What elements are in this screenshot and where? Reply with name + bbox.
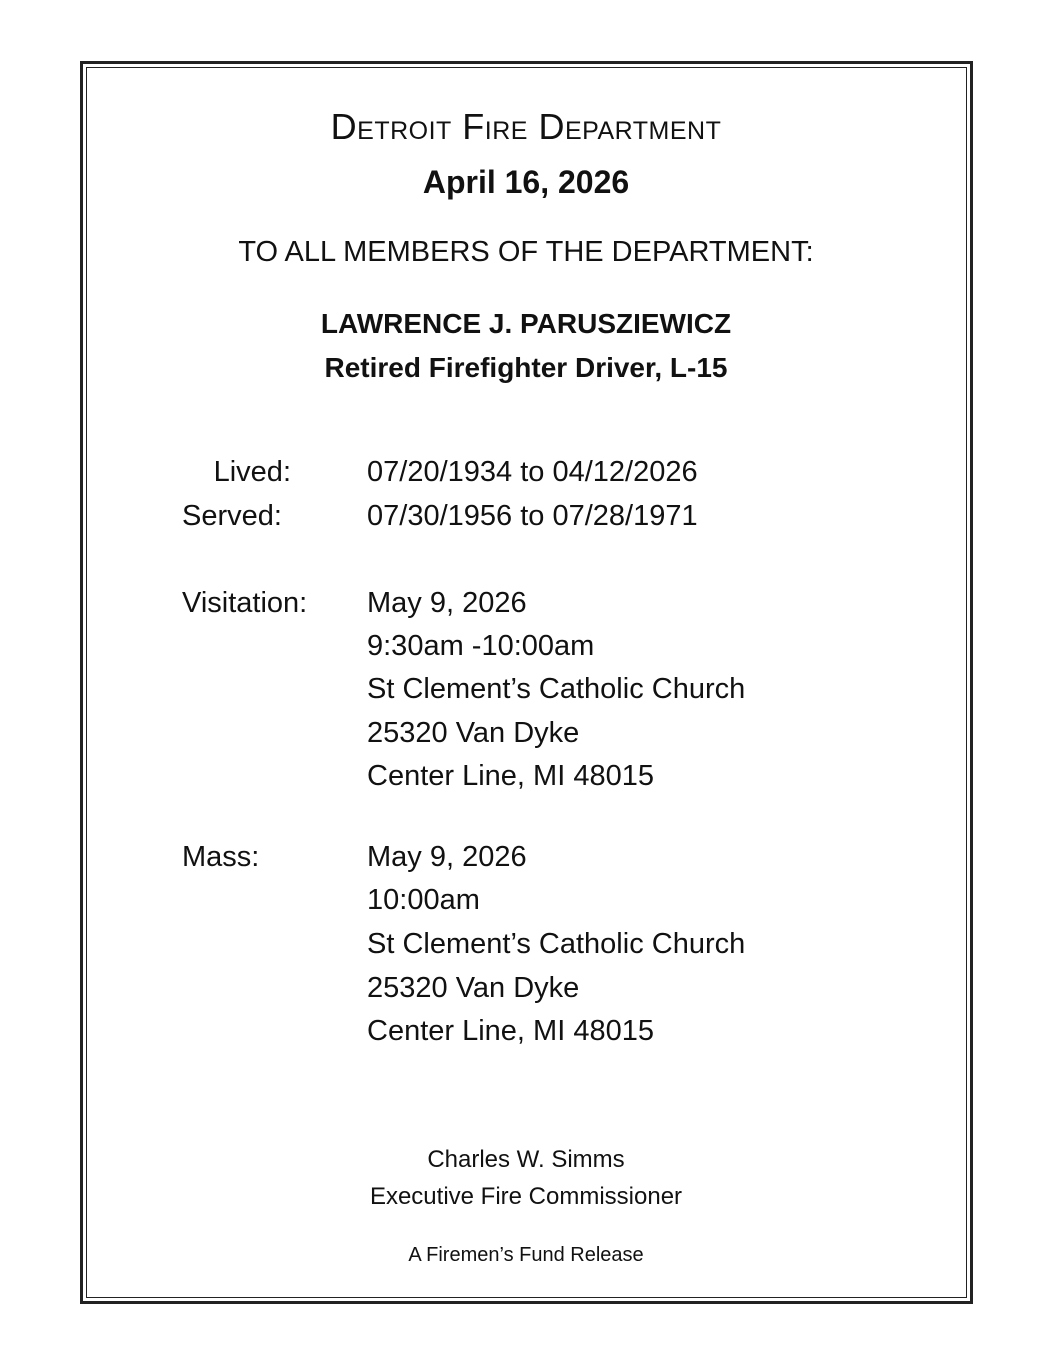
department-title: Detroit Fire Department — [330, 106, 722, 147]
deceased-rank: Retired Firefighter Driver, L-15 — [324, 352, 728, 383]
salutation: TO ALL MEMBERS OF THE DEPARTMENT: — [238, 236, 814, 268]
signatory-title: Executive Fire Commissioner — [369, 1183, 683, 1210]
mass-city: Center Line, MI 48015 — [367, 1015, 654, 1047]
mass-label: Mass: — [182, 841, 260, 873]
visitation-street: 25320 Van Dyke — [367, 717, 580, 749]
served-value: 07/30/1956 to 07/28/1971 — [367, 500, 698, 532]
lived-value: 07/20/1934 to 04/12/2026 — [367, 456, 698, 488]
visitation-time: 9:30am -10:00am — [367, 630, 595, 662]
visitation-date: May 9, 2026 — [367, 587, 527, 619]
served-label: Served: — [182, 500, 282, 532]
visitation-label: Visitation: — [182, 587, 308, 619]
release-footer: A Firemen’s Fund Release — [408, 1244, 644, 1266]
mass-date: May 9, 2026 — [367, 841, 527, 873]
signatory-name: Charles W. Simms — [427, 1146, 625, 1173]
visitation-venue: St Clement’s Catholic Church — [367, 673, 746, 705]
notice-date: April 16, 2026 — [422, 164, 630, 200]
visitation-city: Center Line, MI 48015 — [367, 760, 654, 792]
mass-street: 25320 Van Dyke — [367, 972, 580, 1004]
mass-venue: St Clement’s Catholic Church — [367, 928, 746, 960]
mass-time: 10:00am — [367, 884, 480, 916]
lived-label: Lived: — [213, 456, 291, 488]
deceased-name: LAWRENCE J. PARUSZIEWICZ — [320, 308, 732, 339]
